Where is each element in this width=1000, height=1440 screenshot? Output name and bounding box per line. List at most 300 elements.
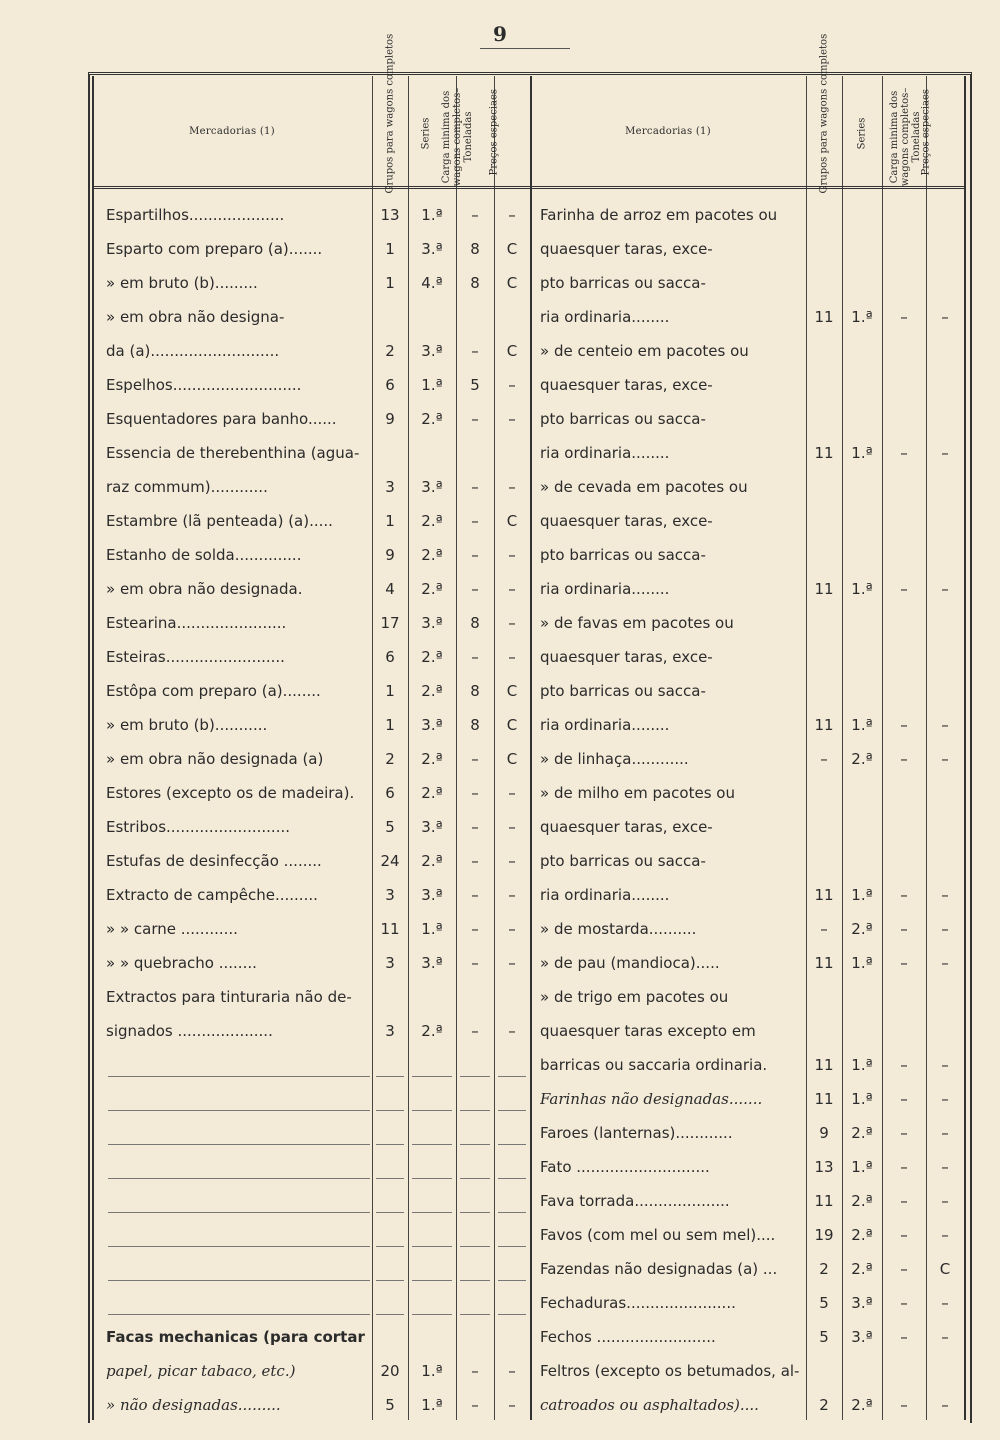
cell-carga: – xyxy=(900,1260,908,1278)
cell-series xyxy=(844,640,880,674)
cell-grupos: 3 xyxy=(385,478,395,496)
cell-series xyxy=(844,504,880,538)
cell-desc: » de favas em pacotes ou xyxy=(540,614,734,632)
cell-carga: – xyxy=(900,716,908,734)
cell-desc: quaesquer taras, exce- xyxy=(540,240,713,258)
cell-desc: ria ordinaria........ xyxy=(540,716,670,734)
cell-series xyxy=(844,538,880,572)
cell-grupos: 5 xyxy=(385,818,395,836)
cell-carga xyxy=(884,334,924,368)
header-rule xyxy=(92,186,964,189)
cell-precos: – xyxy=(941,954,949,972)
cell-desc: pto barricas ou sacca- xyxy=(540,852,706,870)
cell-desc: ria ordinaria........ xyxy=(540,444,670,462)
cell-desc: Favos (com mel ou sem mel).... xyxy=(540,1226,776,1244)
cell-desc: quaesquer taras, exce- xyxy=(540,512,713,530)
cell-grupos: 11 xyxy=(814,1056,834,1074)
cell-carga: – xyxy=(900,580,908,598)
cell-grupos: 11 xyxy=(814,1192,834,1210)
cell-carga: – xyxy=(471,512,479,530)
header-grupos-left: Grupos para wagons completos xyxy=(384,33,396,194)
cell-grupos: 4 xyxy=(385,580,395,598)
cell-carga: – xyxy=(900,886,908,904)
cell-series: 2.ª xyxy=(421,410,443,428)
cell-grupos: 3 xyxy=(385,886,395,904)
cell-carga xyxy=(884,368,924,402)
cell-grupos: 1 xyxy=(385,512,395,530)
cell-grupos: 11 xyxy=(380,920,400,938)
cell-series: 2.ª xyxy=(421,1022,443,1040)
cell-series: 2.ª xyxy=(851,1226,873,1244)
cell-precos: – xyxy=(941,444,949,462)
cell-precos xyxy=(928,198,962,232)
cell-grupos: 6 xyxy=(385,648,395,666)
cell-carga: – xyxy=(471,206,479,224)
cell-series: 2.ª xyxy=(421,750,443,768)
cell-grupos xyxy=(808,1354,840,1388)
cell-series: 2.ª xyxy=(851,1124,873,1142)
cell-carga xyxy=(884,232,924,266)
cell-grupos: – xyxy=(820,750,828,768)
cell-desc: ria ordinaria........ xyxy=(540,886,670,904)
cell-precos xyxy=(928,980,962,1014)
cell-desc: Esquentadores para banho...... xyxy=(106,410,337,428)
table-row xyxy=(0,742,1000,776)
cell-desc: » » quebracho ........ xyxy=(106,954,257,972)
table-row xyxy=(0,708,1000,742)
cell-desc: » de pau (mandioca)..... xyxy=(540,954,720,972)
cell-carga xyxy=(884,980,924,1014)
cell-carga: – xyxy=(900,1192,908,1210)
cell-carga: – xyxy=(471,1396,479,1414)
cell-carga: – xyxy=(900,444,908,462)
cell-series xyxy=(844,470,880,504)
cell-desc: » não designadas......... xyxy=(106,1396,281,1414)
cell-carga: – xyxy=(900,1124,908,1142)
cell-carga xyxy=(884,640,924,674)
cell-desc: Esparto com preparo (a)....... xyxy=(106,240,323,258)
cell-desc: signados .................... xyxy=(106,1022,273,1040)
cell-carga: 8 xyxy=(470,240,480,258)
cell-precos: – xyxy=(941,1124,949,1142)
cell-desc: Fechos ......................... xyxy=(540,1328,716,1346)
cell-precos: C xyxy=(506,342,518,360)
cell-carga xyxy=(884,776,924,810)
cell-series xyxy=(844,266,880,300)
cell-carga: – xyxy=(471,546,479,564)
cell-grupos: 6 xyxy=(385,376,395,394)
cell-precos: C xyxy=(506,240,518,258)
cell-grupos: 1 xyxy=(385,274,395,292)
cell-series: 1.ª xyxy=(421,1396,443,1414)
cell-carga: – xyxy=(900,1328,908,1346)
cell-grupos xyxy=(808,844,840,878)
cell-precos xyxy=(928,504,962,538)
cell-series: 3.ª xyxy=(421,716,443,734)
cell-carga: – xyxy=(900,954,908,972)
cell-carga: 8 xyxy=(470,716,480,734)
cell-series: 1.ª xyxy=(851,1056,873,1074)
cell-series: 1.ª xyxy=(851,954,873,972)
cell-precos: – xyxy=(508,546,516,564)
cell-grupos xyxy=(808,810,840,844)
cell-desc: Estores (excepto os de madeira). xyxy=(106,784,355,802)
header-mercadorias-left: Mercadorias (1) xyxy=(189,126,275,137)
cell-grupos xyxy=(808,776,840,810)
cell-carga: 5 xyxy=(470,376,480,394)
cell-series xyxy=(844,810,880,844)
cell-precos: C xyxy=(506,512,518,530)
cell-carga xyxy=(884,844,924,878)
cell-series xyxy=(844,402,880,436)
header-precos-right: Preços especiaes xyxy=(920,88,932,176)
table-row xyxy=(0,1252,1000,1286)
cell-desc: Farinhas não designadas....... xyxy=(540,1090,763,1108)
table-row xyxy=(0,334,1000,368)
table-row xyxy=(0,776,1000,810)
cell-carga: – xyxy=(900,1294,908,1312)
cell-series: 2.ª xyxy=(851,1396,873,1414)
cell-carga xyxy=(884,1014,924,1048)
cell-series: 3.ª xyxy=(421,954,443,972)
cell-series: 1.ª xyxy=(851,886,873,904)
cell-series xyxy=(844,980,880,1014)
cell-precos: C xyxy=(506,682,518,700)
table-row xyxy=(0,844,1000,878)
cell-grupos: 19 xyxy=(814,1226,834,1244)
cell-grupos xyxy=(808,198,840,232)
cell-precos: – xyxy=(508,920,516,938)
cell-carga: 8 xyxy=(470,614,480,632)
cell-precos: – xyxy=(508,852,516,870)
cell-desc: » em obra não designa- xyxy=(106,308,285,326)
table-row xyxy=(0,368,1000,402)
cell-desc: da (a)........................... xyxy=(106,342,280,360)
cell-precos: – xyxy=(508,1396,516,1414)
cell-desc: Fava torrada.................... xyxy=(540,1192,730,1210)
cell-series xyxy=(844,776,880,810)
cell-series: 2.ª xyxy=(421,512,443,530)
cell-desc: quaesquer taras, exce- xyxy=(540,648,713,666)
cell-grupos: 11 xyxy=(814,716,834,734)
cell-carga: – xyxy=(900,1056,908,1074)
cell-grupos: 2 xyxy=(819,1396,829,1414)
cell-precos xyxy=(928,1014,962,1048)
cell-precos xyxy=(928,232,962,266)
header-carga-left: Carga minima dos wagons completos–Toneladas xyxy=(441,87,474,187)
cell-precos: – xyxy=(508,818,516,836)
cell-grupos: 3 xyxy=(385,954,395,972)
cell-grupos: 2 xyxy=(385,750,395,768)
cell-series xyxy=(844,606,880,640)
cell-series: 2.ª xyxy=(421,648,443,666)
cell-series: 3.ª xyxy=(421,342,443,360)
cell-precos: – xyxy=(941,1226,949,1244)
cell-grupos: 9 xyxy=(819,1124,829,1142)
table-row xyxy=(0,878,1000,912)
cell-grupos xyxy=(808,504,840,538)
cell-carga: – xyxy=(471,852,479,870)
cell-carga: – xyxy=(471,886,479,904)
cell-grupos: 5 xyxy=(385,1396,395,1414)
cell-carga xyxy=(884,266,924,300)
cell-desc: » de trigo em pacotes ou xyxy=(540,988,729,1006)
cell-grupos: 1 xyxy=(385,716,395,734)
cell-carga: – xyxy=(900,920,908,938)
header-precos-left: Preços especiaes xyxy=(488,88,500,176)
cell-grupos: 5 xyxy=(819,1294,829,1312)
header-series-left: Series xyxy=(420,117,432,150)
table-row xyxy=(0,300,1000,334)
cell-carga: – xyxy=(471,410,479,428)
cell-series: 2.ª xyxy=(851,920,873,938)
cell-series: 4.ª xyxy=(421,274,443,292)
table-row xyxy=(0,198,1000,232)
cell-carga: – xyxy=(900,1396,908,1414)
cell-grupos: 24 xyxy=(380,852,400,870)
cell-desc: Espelhos........................... xyxy=(106,376,302,394)
cell-precos xyxy=(928,640,962,674)
table-row xyxy=(0,674,1000,708)
cell-grupos: – xyxy=(820,920,828,938)
cell-desc: ria ordinaria........ xyxy=(540,580,670,598)
cell-carga xyxy=(884,1354,924,1388)
cell-desc: Farinha de arroz em pacotes ou xyxy=(540,206,778,224)
cell-desc: Feltros (excepto os betumados, al- xyxy=(540,1362,800,1380)
cell-carga: 8 xyxy=(470,682,480,700)
table-row xyxy=(0,436,1000,470)
cell-grupos xyxy=(808,606,840,640)
cell-series: 2.ª xyxy=(851,1192,873,1210)
cell-precos xyxy=(928,538,962,572)
cell-grupos: 3 xyxy=(385,1022,395,1040)
cell-grupos: 1 xyxy=(385,240,395,258)
cell-precos: – xyxy=(941,750,949,768)
cell-series: 1.ª xyxy=(851,308,873,326)
cell-series: 2.ª xyxy=(421,682,443,700)
cell-precos: – xyxy=(508,376,516,394)
cell-precos xyxy=(928,334,962,368)
cell-grupos xyxy=(808,266,840,300)
cell-desc: » em obra não designada. xyxy=(106,580,303,598)
cell-desc: » de linhaça............ xyxy=(540,750,689,768)
cell-desc: » de milho em pacotes ou xyxy=(540,784,735,802)
cell-series: 1.ª xyxy=(851,580,873,598)
cell-series: 3.ª xyxy=(851,1294,873,1312)
cell-precos: – xyxy=(508,648,516,666)
cell-grupos xyxy=(808,640,840,674)
table-row xyxy=(0,1184,1000,1218)
cell-desc: pto barricas ou sacca- xyxy=(540,682,706,700)
cell-series: 1.ª xyxy=(421,376,443,394)
cell-precos xyxy=(928,402,962,436)
cell-precos: – xyxy=(941,1396,949,1414)
cell-series: 1.ª xyxy=(421,206,443,224)
cell-desc: quaesquer taras, exce- xyxy=(540,376,713,394)
cell-series: 2.ª xyxy=(421,546,443,564)
cell-grupos: 2 xyxy=(819,1260,829,1278)
cell-series xyxy=(844,674,880,708)
cell-grupos xyxy=(808,538,840,572)
cell-desc: Extractos para tinturaria não de- xyxy=(106,988,352,1006)
cell-precos: – xyxy=(508,410,516,428)
cell-series: 2.ª xyxy=(851,1260,873,1278)
cell-series xyxy=(844,844,880,878)
header-grupos-right: Grupos para wagons completos xyxy=(818,33,830,194)
cell-precos: – xyxy=(941,886,949,904)
cell-carga: – xyxy=(900,1090,908,1108)
cell-carga xyxy=(884,402,924,436)
cell-precos: – xyxy=(941,580,949,598)
cell-grupos: 11 xyxy=(814,580,834,598)
cell-carga: – xyxy=(471,648,479,666)
cell-carga: – xyxy=(471,920,479,938)
cell-grupos xyxy=(808,674,840,708)
table-row xyxy=(0,1082,1000,1116)
table-row xyxy=(0,1388,1000,1422)
cell-carga: – xyxy=(900,750,908,768)
cell-grupos xyxy=(808,232,840,266)
cell-precos xyxy=(928,776,962,810)
cell-grupos xyxy=(808,1014,840,1048)
cell-series: 1.ª xyxy=(421,920,443,938)
cell-series xyxy=(844,368,880,402)
cell-desc: Estôpa com preparo (a)........ xyxy=(106,682,321,700)
cell-precos: – xyxy=(508,580,516,598)
cell-desc: Fazendas não designadas (a) ... xyxy=(540,1260,778,1278)
cell-series xyxy=(844,232,880,266)
cell-precos: – xyxy=(508,784,516,802)
cell-series: 3.ª xyxy=(421,886,443,904)
table-row xyxy=(0,1218,1000,1252)
cell-desc: Fechaduras....................... xyxy=(540,1294,736,1312)
table-row xyxy=(0,912,1000,946)
table-row xyxy=(0,504,1000,538)
cell-grupos: 11 xyxy=(814,308,834,326)
table-row xyxy=(0,606,1000,640)
cell-precos xyxy=(928,674,962,708)
cell-carga: – xyxy=(471,342,479,360)
cell-desc: pto barricas ou sacca- xyxy=(540,274,706,292)
table-row xyxy=(0,402,1000,436)
cell-desc: catroados ou asphaltados).... xyxy=(540,1396,759,1414)
cell-series: 2.ª xyxy=(421,852,443,870)
cell-carga: – xyxy=(471,784,479,802)
cell-desc: Extracto de campêche......... xyxy=(106,886,318,904)
cell-series: 3.ª xyxy=(421,478,443,496)
cell-precos xyxy=(928,810,962,844)
cell-precos xyxy=(928,844,962,878)
cell-grupos: 13 xyxy=(814,1158,834,1176)
cell-carga: – xyxy=(900,1226,908,1244)
cell-desc: » de centeio em pacotes ou xyxy=(540,342,749,360)
cell-desc: Fato ............................ xyxy=(540,1158,710,1176)
cell-grupos xyxy=(808,368,840,402)
cell-desc: pto barricas ou sacca- xyxy=(540,410,706,428)
cell-precos: – xyxy=(941,1192,949,1210)
cell-series: 3.ª xyxy=(851,1328,873,1346)
cell-desc: quaesquer taras, exce- xyxy=(540,818,713,836)
cell-precos: – xyxy=(508,206,516,224)
table-row xyxy=(0,946,1000,980)
header-mercadorias-right: Mercadorias (1) xyxy=(625,126,711,137)
cell-series xyxy=(844,334,880,368)
cell-series: 3.ª xyxy=(421,614,443,632)
cell-desc: quaesquer taras excepto em xyxy=(540,1022,756,1040)
cell-grupos: 11 xyxy=(814,444,834,462)
cell-carga xyxy=(884,674,924,708)
cell-precos: – xyxy=(941,1090,949,1108)
cell-desc: raz commum)............ xyxy=(106,478,268,496)
cell-desc: » » carne ............ xyxy=(106,920,238,938)
table-row xyxy=(0,232,1000,266)
header-carga-right: Carga minima dos wagons completos–Toneladas xyxy=(889,87,922,187)
cell-desc: » de mostarda.......... xyxy=(540,920,697,938)
cell-grupos: 2 xyxy=(385,342,395,360)
header-series-right: Series xyxy=(856,117,868,150)
table-row xyxy=(0,1150,1000,1184)
cell-grupos xyxy=(808,470,840,504)
table-row xyxy=(0,640,1000,674)
cell-desc: » de cevada em pacotes ou xyxy=(540,478,748,496)
cell-precos: – xyxy=(941,1294,949,1312)
cell-carga: – xyxy=(471,818,479,836)
cell-carga: – xyxy=(471,478,479,496)
cell-carga: – xyxy=(900,308,908,326)
cell-grupos: 13 xyxy=(380,206,400,224)
cell-grupos: 20 xyxy=(380,1362,400,1380)
cell-carga: – xyxy=(471,1022,479,1040)
cell-precos: – xyxy=(508,478,516,496)
cell-precos: – xyxy=(941,716,949,734)
page-number-rule xyxy=(480,48,570,49)
cell-precos: – xyxy=(941,1056,949,1074)
cell-carga xyxy=(884,504,924,538)
cell-desc: Facas mechanicas (para cortar xyxy=(106,1328,365,1346)
cell-carga xyxy=(884,810,924,844)
cell-grupos: 11 xyxy=(814,1090,834,1108)
cell-grupos: 9 xyxy=(385,546,395,564)
cell-grupos: 11 xyxy=(814,954,834,972)
cell-grupos xyxy=(808,980,840,1014)
table-row xyxy=(0,810,1000,844)
cell-series xyxy=(844,198,880,232)
cell-carga: – xyxy=(900,1158,908,1176)
cell-series: 1.ª xyxy=(851,1158,873,1176)
cell-desc: pto barricas ou sacca- xyxy=(540,546,706,564)
cell-precos: – xyxy=(941,1158,949,1176)
cell-grupos: 6 xyxy=(385,784,395,802)
cell-precos xyxy=(928,470,962,504)
table-row xyxy=(0,266,1000,300)
cell-precos xyxy=(928,266,962,300)
cell-carga xyxy=(884,538,924,572)
cell-desc: » em bruto (b)......... xyxy=(106,274,258,292)
cell-series: 3.ª xyxy=(421,240,443,258)
cell-desc: Estribos.......................... xyxy=(106,818,290,836)
table-row xyxy=(0,1014,1000,1048)
cell-desc: » em bruto (b)........... xyxy=(106,716,268,734)
cell-precos xyxy=(928,606,962,640)
cell-series xyxy=(844,1014,880,1048)
cell-precos: – xyxy=(508,954,516,972)
cell-grupos: 11 xyxy=(814,886,834,904)
cell-series: 3.ª xyxy=(421,818,443,836)
cell-series: 1.ª xyxy=(851,444,873,462)
cell-desc: Essencia de therebenthina (agua- xyxy=(106,444,360,462)
table-row xyxy=(0,1320,1000,1354)
cell-precos: – xyxy=(508,614,516,632)
